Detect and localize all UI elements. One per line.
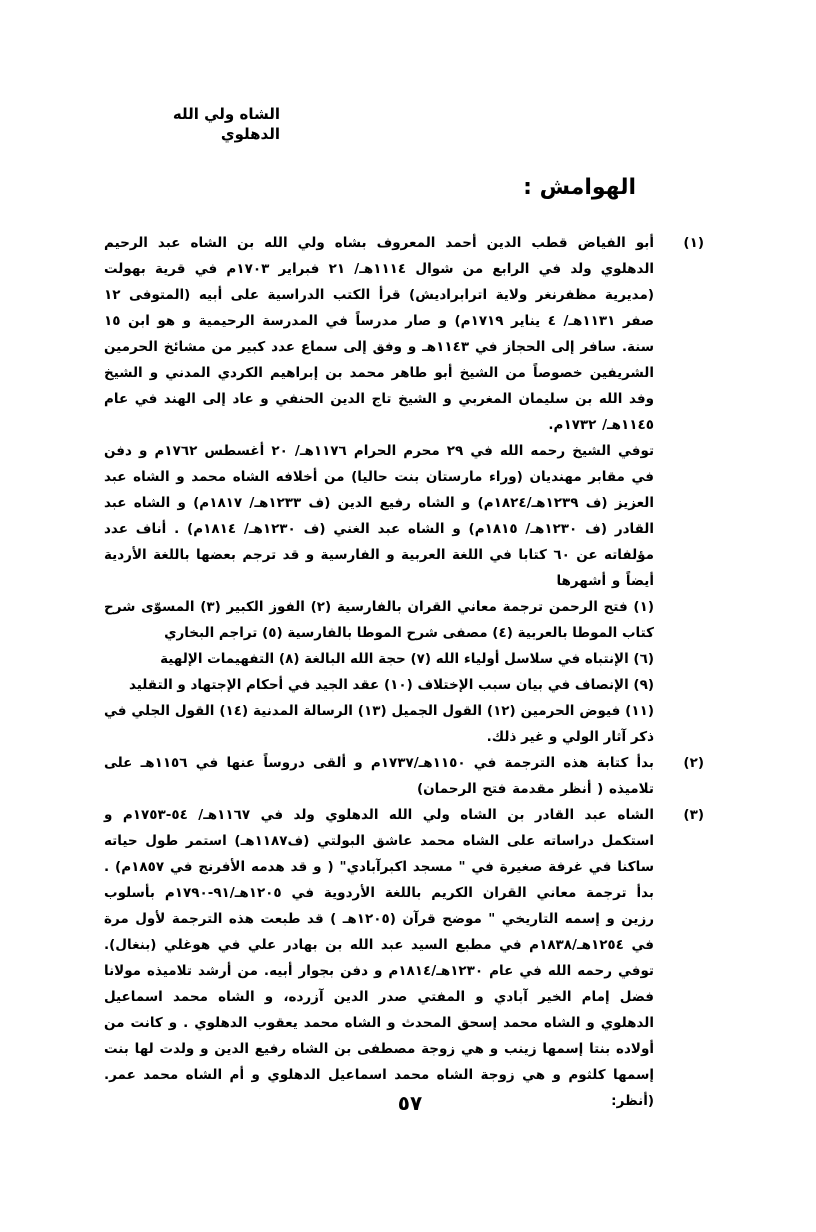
footnote-paragraph: توفي الشيخ رحمه الله في ٢٩ محرم الحرام ١١٧٦هـ/ ٢٠ أغسطس ١٧٦٢م و دفن في مقابر مهنديان (وراء مارستان بنت حاليا) من أخلافه الشاه محمد و الشاه عبد العزيز (ف ١٢٣٩هـ/١٨٢٤م) و الشاه رفيع الدين (ف ١٢٣٣هـ/ ١٨١٧م) و الشاه عبد القادر (ف ١٢٣٠هـ/ ١٨١٥م) و الشاه عبد الغني (ف ١٢٣٠هـ/ ١٨١٤م) . أناف عدد مؤلفاته عن ٦٠ كتابا في اللغة العربية و الفارسية و قد ترجم بعضها باللغة الأردية أيضاً و أشهرها <box>104 443 655 589</box>
works-list <box>104 594 654 750</box>
footnote-number: (٢) <box>683 755 704 771</box>
footnote-3 <box>104 802 704 1114</box>
footnote-number: (١) <box>683 235 704 251</box>
footnote-paragraph: بدأ كتابة هذه الترجمة في ١١٥٠هـ/١٧٣٧م و ألقى دروساً عنها في ١١٥٦هـ على تلاميذه ( أنظر مقدمة فتح الرحمان) <box>104 755 654 797</box>
works-list-line: (١) فتح الرحمن ترجمة معاني القران بالفارسية (٢) الفوز الكبير (٣) المسوّى شرح كتاب الموطا بالعربية (٤) مصفى شرح الموطا بالفارسية (٥) تراجم البخاري <box>104 599 654 641</box>
works-list-line: (١١) فيوض الحرمين (١٢) القول الجميل (١٣) الرسالة المدنية (١٤) القول الجلي في ذكر آثار الولي و غير ذلك. <box>104 703 654 745</box>
section-title: الهوامش : <box>523 175 636 200</box>
works-list-line: (٩) الإنصاف في بيان سبب الإختلاف (١٠) عقد الجيد في أحكام الإجتهاد و التقليد <box>128 677 654 693</box>
page-number: ٥٧ <box>397 1091 423 1115</box>
footnote-number: (٣) <box>683 807 704 823</box>
footnote-2 <box>104 750 704 802</box>
running-head: الشاه ولي الله الدهلوي <box>172 105 280 143</box>
footnote-1 <box>104 230 704 750</box>
footnotes-list <box>104 230 704 1114</box>
works-list-line: (٦) الإنتباه في سلاسل أولياء الله (٧) حجة الله البالغة (٨) التفهيمات الإلهية <box>160 651 654 667</box>
footnote-paragraph: الشاه عبد القادر بن الشاه ولي الله الدهلوي ولد في ١١٦٧هـ/ ٥٤-١٧٥٣م و استكمل دراساته على الشاه محمد عاشق البولتي (ف١١٨٧هـ) استمر طول حياته ساكنا في غرفة صغيرة في " مسجد اكبرآبادي" ( و قد هدمه الأفرنج في ١٨٥٧م) . بدأ ترجمة معاني القران الكريم باللغة الأردوية في ١٢٠٥هـ/٩١-١٧٩٠م بأسلوب رزين و إسمه التاريخي " موضح قرآن (١٢٠٥هـ ) قد طبعت هذه الترجمة لأول مرة في ١٢٥٤هـ/١٨٣٨م في مطبع السيد عبد الله بن بهادر علي في هوغلي (بنغال). توفي رحمه الله في عام ١٢٣٠هـ/١٨١٤م و دفن بجوار أبيه. من أرشد تلاميذه مولانا فضل إمام الخير آبادي و المفتي صدر الدين آزرده، و الشاه محمد اسماعيل الدهلوي و الشاه محمد إسحق المحدث و الشاه محمد يعقوب الدهلوي . و كانت من أولاده بنتا إسمها زينب و هي زوجة مصطفى بن الشاه رفيع الدين و ولدت لها بنت إسمها كلثوم و هي زوجة الشاه محمد اسماعيل الدهلوي و أم الشاه محمد عمر. (أنظر: <box>104 807 655 1109</box>
footnote-paragraph: أبو الفياض قطب الدين أحمد المعروف بشاه ولي الله بن الشاه عبد الرحيم الدهلوي ولد في الرابع من شوال ١١١٤هـ/ ٢١ فبراير ١٧٠٣م في قرية بهولت (مديرية مظفرنغر ولاية اترابراديش) قرأ الكتب الدراسية على أبيه (المتوفى ١٢ صفر ١١٣١هـ/ ٤ يناير ١٧١٩م) و صار مدرساً في المدرسة الرحيمية و هو ابن ١٥ سنة. سافر إلى الحجاز في ١١٤٣هـ و وفق إلى سماع عدد كبير من مشائخ الحرمين الشريفين خصوصاً من الشيخ أبو طاهر محمد بن إبراهيم الكردي المدني و الشيخ وفد الله بن سليمان المغربي و الشيخ تاج الدين الحنفي و عاد إلى الهند في عام ١١٤٥هـ/ ١٧٣٢م. <box>104 235 655 433</box>
